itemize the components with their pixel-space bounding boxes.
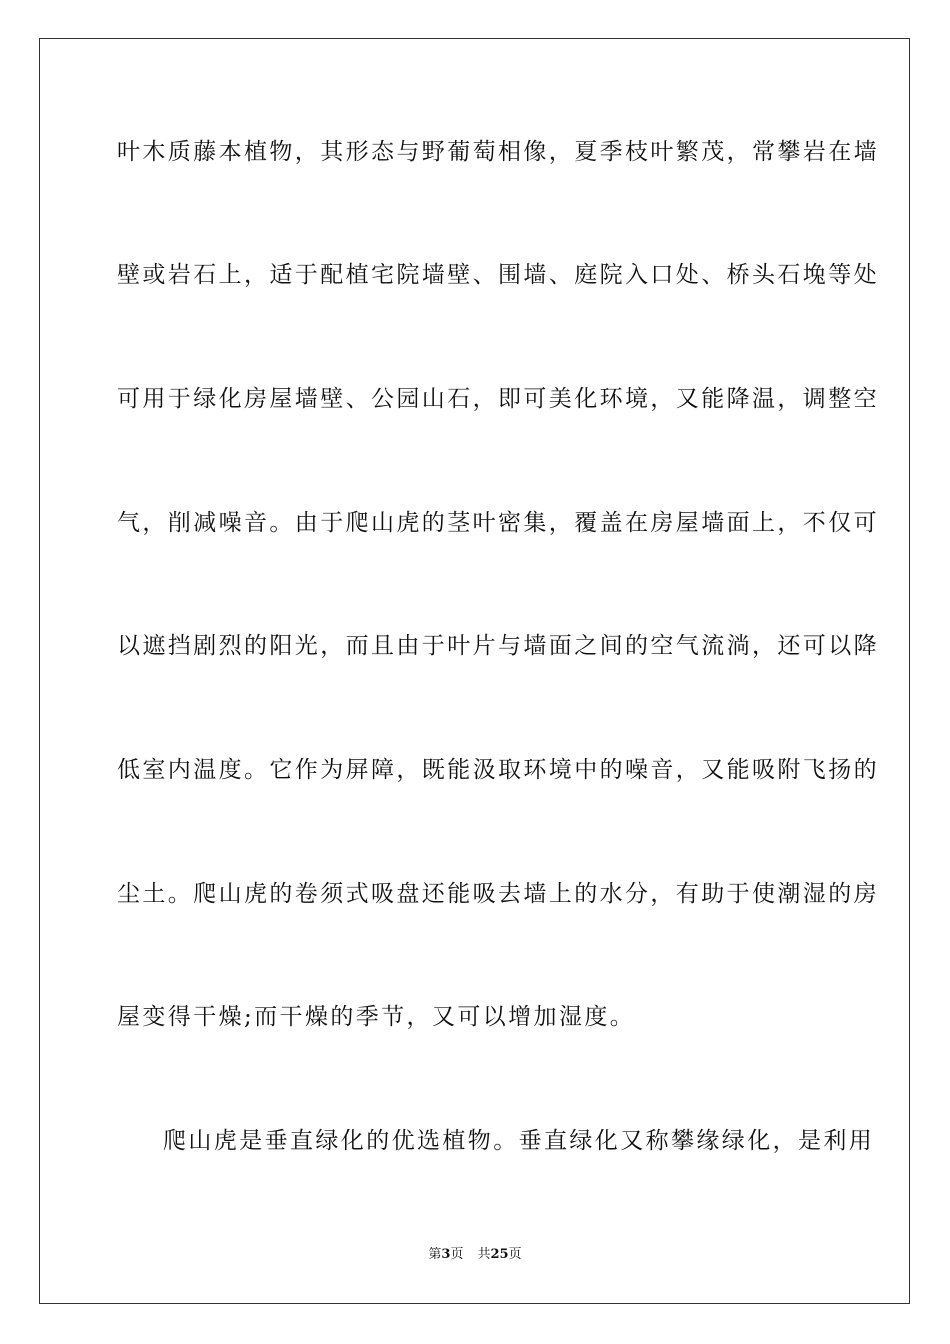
body-text-line-1: 叶木质藤本植物，其形态与野葡萄相像，夏季枝叶繁茂，常攀岩在墙 [117, 139, 879, 165]
current-page-number: 3 [441, 1247, 451, 1262]
body-text-line-8: 屋变得干燥;而干燥的季节，又可以增加湿度。 [117, 1004, 636, 1030]
total-prefix: 共 [477, 1247, 491, 1262]
total-page-count: 25 [490, 1247, 509, 1262]
body-text-line-6: 低室内温度。它作为屏障，既能汲取环境中的噪音，又能吸附飞扬的 [117, 757, 879, 783]
body-text-line-3: 可用于绿化房屋墙壁、公园山石，即可美化环境，又能降温，调整空 [117, 386, 879, 412]
body-text-line-2: 壁或岩石上，适于配植宅院墙壁、围墙、庭院入口处、桥头石堍等处 [117, 262, 879, 288]
body-text-line-5: 以遮挡剧烈的阳光，而且由于叶片与墙面之间的空气流淌，还可以降 [117, 633, 879, 659]
page-frame [39, 38, 910, 1304]
page-prefix: 第 [428, 1247, 442, 1262]
body-text-line-4: 气，削减噪音。由于爬山虎的茎叶密集，覆盖在房屋墙面上，不仅可 [117, 510, 879, 536]
paragraph-start-line: 爬山虎是垂直绿化的优选植物。垂直绿化又称攀缘绿化，是利用 [163, 1128, 875, 1154]
total-unit: 页 [508, 1247, 522, 1262]
page-unit: 页 [450, 1247, 464, 1262]
page-footer [0, 1246, 950, 1264]
body-text-line-7: 尘土。爬山虎的卷须式吸盘还能吸去墙上的水分，有助于使潮湿的房 [117, 881, 879, 907]
